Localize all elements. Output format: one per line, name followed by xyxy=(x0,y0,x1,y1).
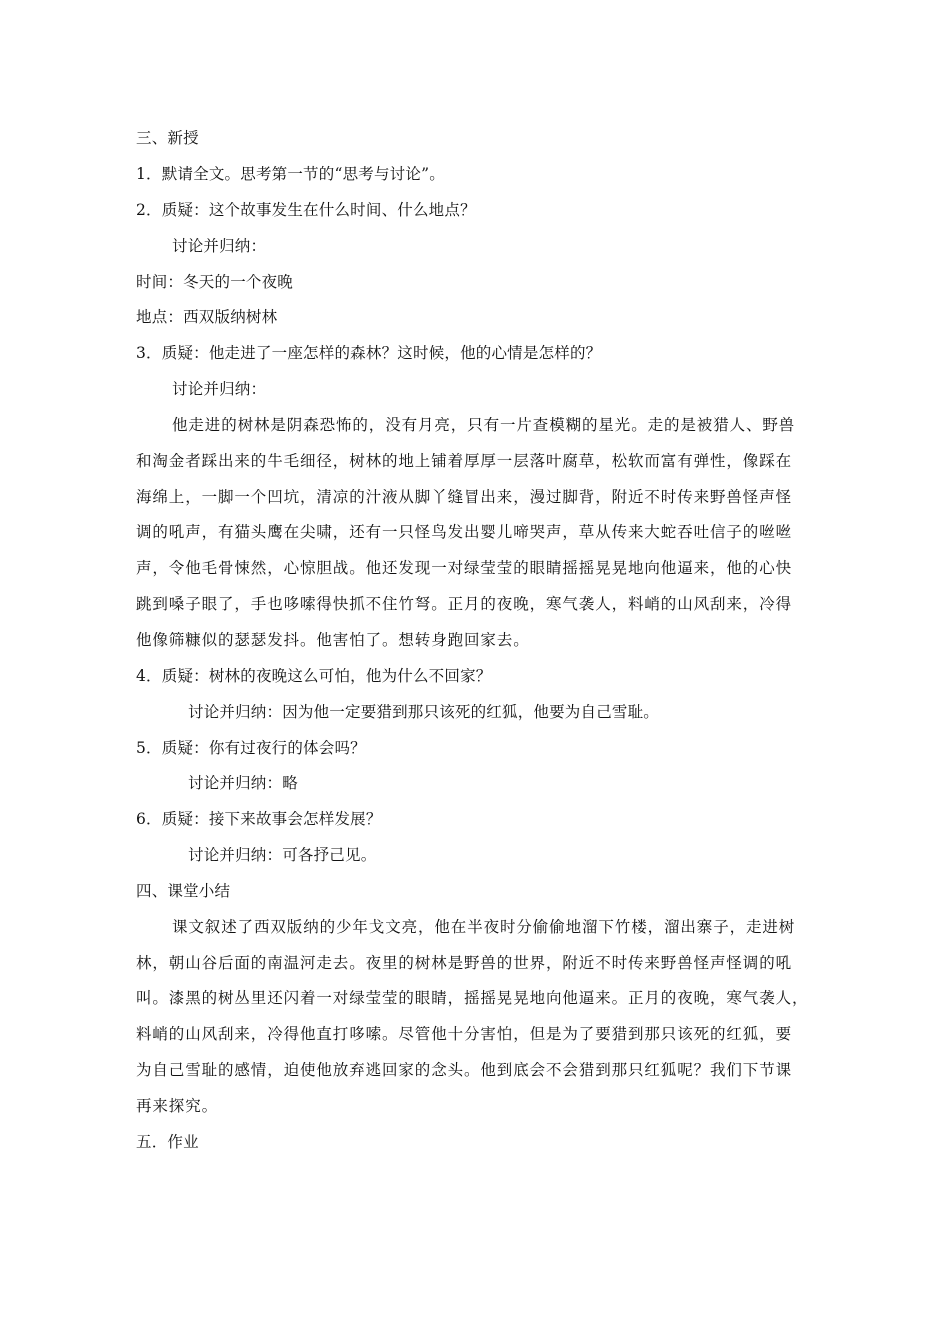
item-4-question: 4．质疑：树林的夜晚这么可怕，他为什么不回家？ xyxy=(136,667,492,685)
item-3-answer-line: 跳到嗓子眼了，手也哆嗦得快抓不住竹弩。正月的夜晚，寒气袭人，料峭的山风刮来，冷得 xyxy=(136,595,793,613)
item-6-summary: 讨论并归纳：可各抒己见。 xyxy=(188,846,377,864)
item-3-answer-line: 声，令他毛骨悚然，心惊胆战。他还发现一对绿莹莹的眼睛摇摇晃晃地向他逼来，他的心快 xyxy=(136,559,793,577)
item-3-answer-line: 调的吼声，有猫头鹰在尖啸，还有一只怪鸟发出婴儿啼哭声，草从传来大蛇吞吐信子的咝咝 xyxy=(136,523,793,541)
item-3-answer-line: 他走进的树林是阴森恐怖的，没有月亮，只有一片查模糊的星光。走的是被猎人、野兽 xyxy=(172,416,796,434)
section-5-heading: 五．作业 xyxy=(136,1133,199,1151)
section-4-heading: 四、课堂小结 xyxy=(136,882,231,900)
item-2-place: 地点：西双版纳树林 xyxy=(136,308,278,326)
summary-line: 为自己雪耻的感情，迫使他放弃逃回家的念头。他到底会不会猎到那只红狐呢？我们下节课 xyxy=(136,1061,793,1079)
section-3-heading: 三、新授 xyxy=(136,129,199,147)
item-6-question: 6．质疑：接下来故事会怎样发展？ xyxy=(136,810,382,828)
item-1-text: 1．默请全文。思考第一节的“思考与讨论”。 xyxy=(136,165,445,183)
item-3-answer-line: 和淘金者踩出来的牛毛细径，树林的地上铺着厚厚一层落叶腐草，松软而富有弹性，像踩在 xyxy=(136,452,793,470)
item-2-question: 2．质疑：这个故事发生在什么时间、什么地点？ xyxy=(136,201,476,219)
summary-line: 料峭的山风刮来，冷得他直打哆嗦。尽管他十分害怕，但是为了要猎到那只该死的红狐，要 xyxy=(136,1025,793,1043)
item-4-summary: 讨论并归纳：因为他一定要猎到那只该死的红狐，他要为自己雪耻。 xyxy=(188,703,660,721)
summary-line: 再来探究。 xyxy=(136,1097,219,1115)
item-3-summary-label: 讨论并归纳： xyxy=(172,380,267,398)
item-3-answer-line: 他像筛糠似的瑟瑟发抖。他害怕了。想转身跑回家去。 xyxy=(136,631,530,649)
summary-line: 课文叙述了西双版纳的少年戈文亮，他在半夜时分偷偷地溜下竹楼，溜出寨子，走进树 xyxy=(172,918,796,936)
item-3-question: 3．质疑：他走进了一座怎样的森林？这时候，他的心情是怎样的？ xyxy=(136,344,602,362)
item-5-question: 5．质疑：你有过夜行的体会吗？ xyxy=(136,739,366,757)
summary-line: 叫。漆黑的树丛里还闪着一对绿莹莹的眼睛，摇摇晃晃地向他逼来。正月的夜晚，寒气袭人， xyxy=(136,989,809,1007)
item-2-summary-label: 讨论并归纳： xyxy=(172,237,267,255)
item-5-summary: 讨论并归纳：略 xyxy=(188,774,298,792)
item-2-time: 时间：冬天的一个夜晚 xyxy=(136,273,294,291)
item-3-answer-line: 海绵上，一脚一个凹坑，清凉的汁液从脚丫缝冒出来，漫过脚背，附近不时传来野兽怪声怪 xyxy=(136,488,793,506)
summary-line: 林，朝山谷后面的南温河走去。夜里的树林是野兽的世界，附近不时传来野兽怪声怪调的吼 xyxy=(136,954,793,972)
